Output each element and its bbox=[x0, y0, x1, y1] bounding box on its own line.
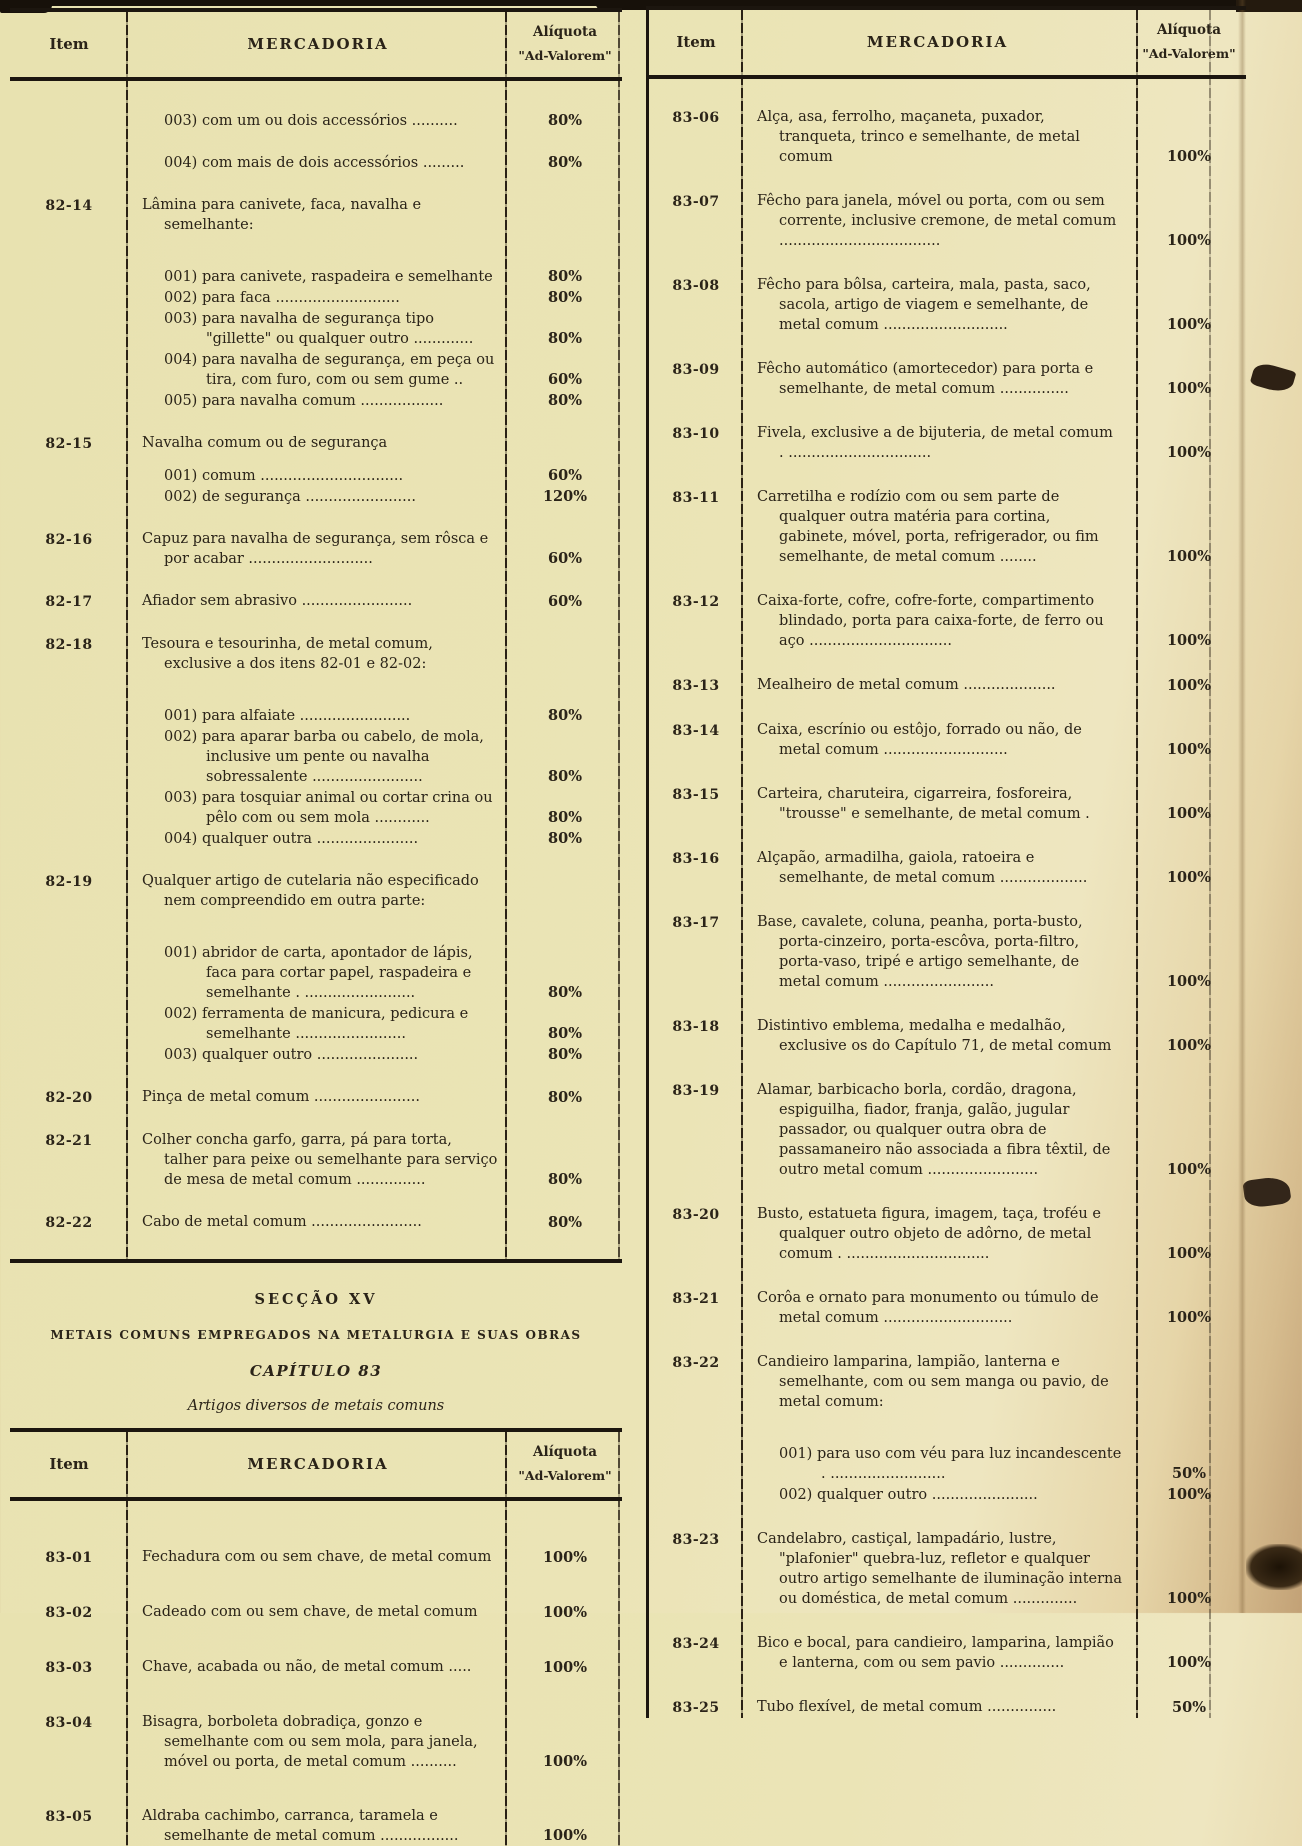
mercadoria-text: 002) para aparar barba ou cabelo, de mola, inclusive um pente ou navalha sobressalente ........................ bbox=[164, 729, 484, 785]
header-mercadoria: MERCADORIA bbox=[866, 32, 1009, 51]
table-row bbox=[649, 1633, 1246, 1673]
item-number: 83-14 bbox=[672, 723, 720, 739]
mercadoria-text: 002) qualquer outro ....................... bbox=[779, 1487, 1038, 1503]
table-row bbox=[649, 1529, 1246, 1609]
left-table-2 bbox=[10, 1428, 622, 1846]
aliquota-value: 80% bbox=[548, 268, 582, 285]
item-number bbox=[10, 267, 128, 287]
header-aliquota-line2: "Ad-Valorem" bbox=[518, 48, 612, 63]
table-row bbox=[10, 195, 622, 411]
item-number: 83-09 bbox=[672, 362, 720, 378]
aliquota-value: 80% bbox=[548, 154, 582, 171]
item-number bbox=[10, 350, 128, 390]
aliquota-value: 100% bbox=[1166, 869, 1212, 886]
mercadoria-text: Fêcho para bôlsa, carteira, mala, pasta, saco, sacola, artigo de viagem e semelhante, de metal comum ........................... bbox=[757, 277, 1091, 333]
mercadoria-text: Capuz para navalha de segurança, sem rôsca e por acabar ........................... bbox=[142, 531, 489, 567]
aliquota-value: 100% bbox=[1166, 805, 1212, 822]
mercadoria-text: Alça, asa, ferrolho, maçaneta, puxador, tranqueta, trinco e semelhante, de metal comum bbox=[757, 109, 1080, 165]
header-aliquota-line1: Alíquota bbox=[533, 24, 597, 40]
mercadoria-text: Aldraba cachimbo, carranca, taramela e semelhante de metal comum ................. bbox=[142, 1808, 459, 1844]
aliquota-value: 100% bbox=[1166, 316, 1212, 333]
item-number: 82-21 bbox=[45, 1133, 93, 1149]
mercadoria-text: 001) comum ............................... bbox=[164, 468, 404, 484]
item-number: 82-22 bbox=[45, 1215, 93, 1231]
section-number: SECÇÃO XV bbox=[254, 1291, 378, 1308]
aliquota-value: 100% bbox=[1166, 444, 1212, 461]
mercadoria-text: 003) para navalha de segurança tipo "gillette" ou qualquer outro ............. bbox=[164, 311, 474, 347]
item-number: 83-19 bbox=[672, 1083, 720, 1099]
header-aliquota bbox=[508, 1444, 622, 1483]
table-row bbox=[649, 191, 1246, 251]
table-row bbox=[649, 1697, 1246, 1718]
aliquota-value: 100% bbox=[1166, 148, 1212, 165]
item-number: 82-14 bbox=[45, 198, 93, 214]
item-number: 83-01 bbox=[45, 1550, 93, 1566]
mercadoria-text: Chave, acabada ou não, de metal comum ..... bbox=[142, 1659, 472, 1675]
header-item: Item bbox=[49, 34, 89, 53]
item-number bbox=[10, 829, 128, 849]
header-aliquota bbox=[508, 24, 622, 63]
item-number: 83-13 bbox=[672, 678, 720, 694]
item-number bbox=[10, 943, 128, 1003]
aliquota-value: 100% bbox=[1166, 741, 1212, 758]
item-number: 82-16 bbox=[45, 532, 93, 548]
table-row bbox=[649, 912, 1246, 992]
mercadoria-text: 001) para canivete, raspadeira e semelhante bbox=[164, 269, 493, 285]
table-row bbox=[649, 784, 1246, 824]
aliquota-value: 100% bbox=[1166, 677, 1212, 694]
left-column bbox=[10, 8, 622, 1846]
mercadoria-text: Alamar, barbicacho borla, cordão, dragona, espiguilha, fiador, franja, galão, jugular passador, ou qualquer outra obra de passamaneiro não associada a fibra têxtil, de outro metal comum ........................ bbox=[757, 1082, 1111, 1178]
item-number bbox=[10, 153, 128, 173]
table-row bbox=[649, 720, 1246, 760]
section-heading bbox=[10, 1263, 622, 1428]
ink-blot-artifact bbox=[1246, 1544, 1302, 1590]
item-number: 83-24 bbox=[672, 1636, 720, 1652]
mercadoria-text: 001) para alfaiate ........................ bbox=[164, 708, 411, 724]
mercadoria-text: Base, cavalete, coluna, peanha, porta-busto, porta-cinzeiro, porta-escôva, porta-filtro, porta-vaso, tripé e artigo semelhante, de metal comum ........................ bbox=[757, 914, 1083, 990]
table-row bbox=[649, 487, 1246, 567]
table-row bbox=[10, 1212, 622, 1233]
table-row bbox=[649, 359, 1246, 399]
table-row bbox=[10, 1547, 622, 1568]
aliquota-value: 80% bbox=[548, 330, 582, 347]
item-number: 83-10 bbox=[672, 426, 720, 442]
mercadoria-text: 003) qualquer outro ...................... bbox=[164, 1047, 419, 1063]
table-row bbox=[649, 423, 1246, 463]
item-number: 83-21 bbox=[672, 1291, 720, 1307]
table-header bbox=[10, 12, 622, 81]
item-number bbox=[649, 1444, 743, 1484]
header-aliquota bbox=[1132, 22, 1246, 61]
item-number: 83-16 bbox=[672, 851, 720, 867]
aliquota-value: 100% bbox=[1166, 1309, 1212, 1326]
aliquota-value: 80% bbox=[548, 1089, 582, 1106]
right-column bbox=[646, 6, 1246, 1718]
mercadoria-text: 002) ferramenta de manicura, pedicura e semelhante ........................ bbox=[164, 1006, 469, 1042]
aliquota-value: 50% bbox=[1172, 1699, 1206, 1716]
aliquota-value: 60% bbox=[548, 467, 582, 484]
item-number: 83-25 bbox=[672, 1700, 720, 1716]
mercadoria-text: 004) com mais de dois accessórios ......... bbox=[164, 155, 465, 171]
aliquota-value: 100% bbox=[1166, 1486, 1212, 1503]
aliquota-value: 80% bbox=[548, 1046, 582, 1063]
mercadoria-text: Colher concha garfo, garra, pá para torta, talher para peixe ou semelhante para serviço de mesa de metal comum ............... bbox=[142, 1132, 498, 1188]
mercadoria-text: Corôa e ornato para monumento ou túmulo de metal comum ............................ bbox=[757, 1290, 1099, 1326]
header-mercadoria: MERCADORIA bbox=[247, 1454, 389, 1473]
mercadoria-text: 004) para navalha de segurança, em peça ou tira, com furo, com ou sem gume .. bbox=[164, 352, 495, 388]
aliquota-value: 60% bbox=[548, 593, 582, 610]
right-table bbox=[646, 6, 1246, 1718]
aliquota-value: 80% bbox=[548, 1214, 582, 1231]
item-number: 83-08 bbox=[672, 278, 720, 294]
header-mercadoria: MERCADORIA bbox=[247, 34, 389, 53]
aliquota-value: 80% bbox=[548, 984, 582, 1001]
aliquota-value: 100% bbox=[1166, 1590, 1212, 1607]
item-number: 83-05 bbox=[45, 1809, 93, 1825]
aliquota-value: 80% bbox=[548, 768, 582, 785]
item-number bbox=[10, 466, 128, 486]
mercadoria-text: 002) para faca ........................... bbox=[164, 290, 400, 306]
item-number bbox=[10, 309, 128, 349]
aliquota-value: 100% bbox=[1166, 1037, 1212, 1054]
item-number: 83-22 bbox=[672, 1355, 720, 1371]
mercadoria-text: Candelabro, castiçal, lampadário, lustre, "plafonier" quebra-luz, refletor e qualquer outro artigo semelhante de iluminação interna ou doméstica, de metal comum .............. bbox=[757, 1531, 1123, 1607]
item-number bbox=[10, 288, 128, 308]
table-row bbox=[10, 433, 622, 507]
item-number bbox=[10, 788, 128, 828]
chapter-number: CAPÍTULO 83 bbox=[249, 1362, 383, 1380]
item-number bbox=[10, 1045, 128, 1065]
aliquota-value: 60% bbox=[548, 550, 582, 567]
mercadoria-text: Cabo de metal comum ........................ bbox=[142, 1214, 422, 1230]
table-row bbox=[10, 111, 622, 131]
aliquota-value: 100% bbox=[542, 1604, 588, 1621]
item-number: 83-04 bbox=[45, 1715, 93, 1731]
aliquota-value: 100% bbox=[1166, 1245, 1212, 1262]
mercadoria-text: Pinça de metal comum ....................... bbox=[142, 1089, 420, 1105]
item-number bbox=[10, 391, 128, 411]
table-row bbox=[10, 591, 622, 612]
aliquota-value: 100% bbox=[542, 1549, 588, 1566]
table-body bbox=[10, 111, 622, 1233]
item-number bbox=[10, 727, 128, 787]
table-row bbox=[649, 848, 1246, 888]
aliquota-value: 100% bbox=[1166, 973, 1212, 990]
table-body bbox=[10, 1547, 622, 1846]
item-number: 83-17 bbox=[672, 915, 720, 931]
item-number bbox=[10, 1004, 128, 1044]
mercadoria-text: Fêcho para janela, móvel ou porta, com ou sem corrente, inclusive cremone, de metal comum ................................... bbox=[757, 193, 1117, 249]
table-row bbox=[649, 675, 1246, 696]
chapter-title: Artigos diversos de metais comuns bbox=[187, 1398, 445, 1414]
aliquota-value: 80% bbox=[548, 707, 582, 724]
aliquota-value: 100% bbox=[1166, 632, 1212, 649]
table-row bbox=[649, 1352, 1246, 1505]
item-number: 82-15 bbox=[45, 436, 93, 452]
mercadoria-text: Distintivo emblema, medalha e medalhão, exclusive os do Capítulo 71, de metal comum bbox=[757, 1018, 1112, 1054]
item-number: 82-18 bbox=[45, 637, 93, 653]
aliquota-value: 100% bbox=[1166, 232, 1212, 249]
header-aliquota-line2: "Ad-Valorem" bbox=[518, 1468, 612, 1483]
table-header bbox=[649, 10, 1246, 79]
section-title: METAIS COMUNS EMPREGADOS NA METALURGIA E SUAS OBRAS bbox=[50, 1328, 582, 1342]
aliquota-value: 80% bbox=[548, 392, 582, 409]
item-number: 83-03 bbox=[45, 1660, 93, 1676]
item-number: 83-12 bbox=[672, 594, 720, 610]
item-number: 82-17 bbox=[45, 594, 93, 610]
mercadoria-text: Bisagra, borboleta dobradiça, gonzo e semelhante com ou sem mola, para janela, móvel ou porta, de metal comum .......... bbox=[142, 1714, 478, 1770]
mercadoria-text: Lâmina para canivete, faca, navalha e semelhante: bbox=[142, 197, 422, 233]
table-row bbox=[10, 634, 622, 849]
item-number bbox=[10, 487, 128, 507]
item-number bbox=[10, 706, 128, 726]
aliquota-value: 100% bbox=[542, 1659, 588, 1676]
mercadoria-text: Afiador sem abrasivo ........................ bbox=[142, 593, 413, 609]
item-number: 82-19 bbox=[45, 874, 93, 890]
page-tear-artifact bbox=[1242, 1175, 1291, 1209]
table-row bbox=[10, 1806, 622, 1846]
mercadoria-text: Fivela, exclusive a de bijuteria, de metal comum . ............................... bbox=[757, 425, 1113, 461]
mercadoria-text: 002) de segurança ........................ bbox=[164, 489, 416, 505]
table-body bbox=[649, 107, 1246, 1718]
page-tear-artifact bbox=[1250, 361, 1297, 396]
table-row bbox=[10, 529, 622, 569]
aliquota-value: 80% bbox=[548, 1025, 582, 1042]
table-row bbox=[649, 1080, 1246, 1180]
header-aliquota-line2: "Ad-Valorem" bbox=[1142, 46, 1236, 61]
table-row bbox=[10, 1712, 622, 1772]
table-row bbox=[649, 591, 1246, 651]
table-row bbox=[10, 1130, 622, 1190]
aliquota-value: 100% bbox=[1166, 380, 1212, 397]
aliquota-value: 80% bbox=[548, 289, 582, 306]
table-row bbox=[649, 1016, 1246, 1056]
mercadoria-text: Caixa, escrínio ou estôjo, forrado ou não, de metal comum ........................... bbox=[757, 722, 1082, 758]
left-table-1 bbox=[10, 8, 622, 1263]
aliquota-value: 100% bbox=[542, 1827, 588, 1844]
header-aliquota-line1: Alíquota bbox=[1157, 22, 1221, 38]
mercadoria-text: Carteira, charuteira, cigarreira, fosforeira, "trousse" e semelhante, de metal comum . bbox=[757, 786, 1090, 822]
mercadoria-text: Tubo flexível, de metal comum ............... bbox=[757, 1699, 1057, 1715]
item-number: 83-20 bbox=[672, 1207, 720, 1223]
table-row bbox=[649, 107, 1246, 167]
aliquota-value: 100% bbox=[1166, 1161, 1212, 1178]
item-number: 82-20 bbox=[45, 1090, 93, 1106]
table-row bbox=[10, 1087, 622, 1108]
item-number: 83-07 bbox=[672, 194, 720, 210]
table-row bbox=[10, 153, 622, 173]
mercadoria-text: 003) com um ou dois accessórios .......... bbox=[164, 113, 458, 129]
aliquota-value: 100% bbox=[542, 1753, 588, 1770]
item-number bbox=[649, 1485, 743, 1505]
mercadoria-text: Cadeado com ou sem chave, de metal comum bbox=[142, 1604, 478, 1620]
mercadoria-text: 001) abridor de carta, apontador de lápis, faca para cortar papel, raspadeira e semelhante . ........................ bbox=[164, 945, 473, 1001]
header-item: Item bbox=[49, 1454, 89, 1473]
mercadoria-text: 003) para tosquiar animal ou cortar crina ou pêlo com ou sem mola ............ bbox=[164, 790, 493, 826]
item-number: 83-18 bbox=[672, 1019, 720, 1035]
aliquota-value: 80% bbox=[548, 112, 582, 129]
header-item: Item bbox=[676, 32, 716, 51]
item-number: 83-11 bbox=[672, 490, 720, 506]
mercadoria-text: Candieiro lamparina, lampião, lanterna e semelhante, com ou sem manga ou pavio, de metal comum: bbox=[757, 1354, 1109, 1410]
aliquota-value: 80% bbox=[548, 809, 582, 826]
item-number: 83-06 bbox=[672, 110, 720, 126]
aliquota-value: 80% bbox=[548, 1171, 582, 1188]
aliquota-value: 100% bbox=[1166, 1654, 1212, 1671]
table-row bbox=[10, 1657, 622, 1678]
mercadoria-text: Bico e bocal, para candieiro, lamparina, lampião e lanterna, com ou sem pavio .............. bbox=[757, 1635, 1114, 1671]
aliquota-value: 50% bbox=[1172, 1465, 1206, 1482]
mercadoria-text: Caixa-forte, cofre, cofre-forte, compartimento blindado, porta para caixa-forte, de ferro ou aço ............................... bbox=[757, 593, 1104, 649]
mercadoria-text: Mealheiro de metal comum .................... bbox=[757, 677, 1056, 693]
mercadoria-text: Qualquer artigo de cutelaria não especificado nem compreendido em outra parte: bbox=[142, 873, 479, 909]
aliquota-value: 80% bbox=[548, 830, 582, 847]
mercadoria-text: Fechadura com ou sem chave, de metal comum bbox=[142, 1549, 492, 1565]
aliquota-value: 60% bbox=[548, 371, 582, 388]
aliquota-value: 120% bbox=[542, 488, 588, 505]
table-header bbox=[10, 1432, 622, 1501]
item-number: 83-02 bbox=[45, 1605, 93, 1621]
mercadoria-text: Fêcho automático (amortecedor) para porta e semelhante, de metal comum ............... bbox=[757, 361, 1094, 397]
mercadoria-text: Busto, estatueta figura, imagem, taça, troféu e qualquer outro objeto de adôrno, de metal comum . ............................... bbox=[757, 1206, 1101, 1262]
table-row bbox=[649, 275, 1246, 335]
table-row bbox=[10, 871, 622, 1065]
mercadoria-text: 005) para navalha comum .................. bbox=[164, 393, 444, 409]
item-number: 83-15 bbox=[672, 787, 720, 803]
item-number bbox=[10, 111, 128, 131]
item-number: 83-23 bbox=[672, 1532, 720, 1548]
mercadoria-text: 001) para uso com véu para luz incandescente . ......................... bbox=[779, 1446, 1122, 1482]
mercadoria-text: Carretilha e rodízio com ou sem parte de qualquer outra matéria para cortina, gabinete, móvel, porta, refrigerador, ou fim semelhante, de metal comum ........ bbox=[757, 489, 1099, 565]
table-row bbox=[649, 1288, 1246, 1328]
mercadoria-text: Tesoura e tesourinha, de metal comum, exclusive a dos itens 82-01 e 82-02: bbox=[142, 636, 433, 672]
mercadoria-text: Navalha comum ou de segurança bbox=[142, 435, 388, 451]
mercadoria-text: 004) qualquer outra ...................... bbox=[164, 831, 419, 847]
header-aliquota-line1: Alíquota bbox=[533, 1444, 597, 1460]
aliquota-value: 100% bbox=[1166, 548, 1212, 565]
mercadoria-text: Alçapão, armadilha, gaiola, ratoeira e semelhante, de metal comum ................... bbox=[757, 850, 1088, 886]
table-row bbox=[649, 1204, 1246, 1264]
